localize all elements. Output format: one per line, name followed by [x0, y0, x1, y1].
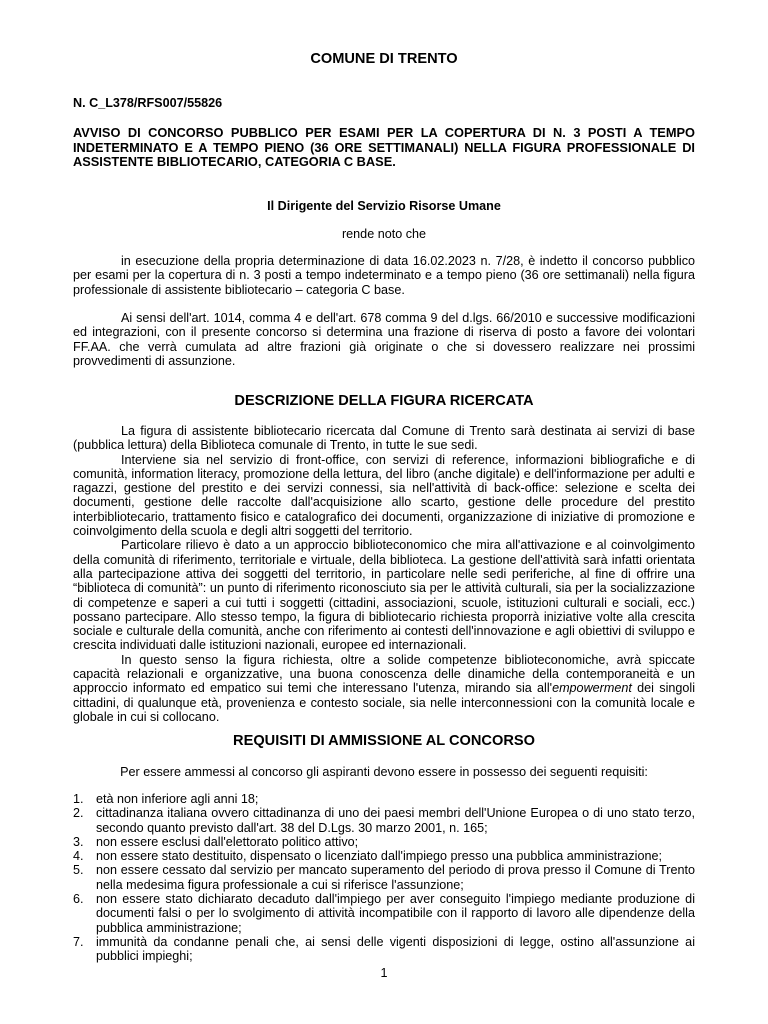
page-title: COMUNE DI TRENTO [310, 51, 458, 67]
rende-noto-line: rende noto che [341, 227, 427, 241]
list-item-number: 7. [73, 934, 84, 949]
list-item-number: 6. [73, 892, 84, 907]
list-item [73, 892, 695, 935]
empowerment-term: empowerment [552, 681, 632, 696]
list-item [73, 935, 695, 964]
list-item-text: immunità da condanne penali che, ai sensi delle vigenti disposizioni di legge, ostino all'assunzione ai pubblici impieghi; [96, 934, 695, 964]
descrizione-paragraph-1: La figura di assistente bibliotecario ricercata dal Comune di Trento sarà destinata ai servizi di base (pubblica lettura) della Biblioteca comunale di Trento, in tutte le sue sedi. [73, 424, 695, 453]
requisiti-list [73, 792, 695, 964]
list-item-text: non essere esclusi dall'elettorato politico attivo; [96, 834, 359, 849]
descrizione-p4-after: dei singoli cittadini, di qualunque età, provenienza e contesto sociale, sia nelle interconnessioni con la comunità locale e globale in cui si collocano. [73, 681, 695, 724]
list-item-number: 1. [73, 792, 84, 806]
descrizione-paragraph-3: Particolare rilievo è dato a un approccio biblioteconomico che mira all'attivazione e al coinvolgimento della comunità di riferimento, territoriale e virtuale, della biblioteca. La gestione dell'attività sarà infatti orientata alla partecipazione attiva dei soggetti del territorio, in particolare nelle sedi periferiche, al fine di offrire una “biblioteca di comunità”: un punto di riferimento riconosciuto sia per le attività culturali, sia per la socializzazione di competenze e saperi a cui tutti i soggetti (cittadini, associazioni, scuole, istituzioni culturali e sociali, ecc.) possano partecipare. Allo stesso tempo, la figura di bibliotecario richiesta proporrà iniziative volte alla crescita sociale e culturale della comunità, anche con riferimento ai contesti dell'innovazione e agli obiettivi di sviluppo e crescita individuati dalle istituzioni nazionali, europee ed internazionali. [73, 538, 695, 653]
list-item-number: 4. [73, 849, 84, 864]
list-item [73, 849, 695, 863]
list-item-number: 3. [73, 834, 84, 849]
list-item [73, 806, 695, 835]
requisiti-intro: Per essere ammessi al concorso gli aspiranti devono essere in possesso dei seguenti requisiti: [120, 765, 648, 779]
reference-number: N. C_L378/RFS007/55826 [73, 96, 223, 110]
descrizione-paragraph-4 [73, 653, 695, 724]
list-item-text: età non inferiore agli anni 18; [96, 792, 259, 806]
intro-paragraph-1: in esecuzione della propria determinazione di data 16.02.2023 n. 7/28, è indetto il concorso pubblico per esami per la copertura di n. 3 posti a tempo indeterminato e a tempo pieno (36 ore settimanali) nella figura professionale di assistente bibliotecario – categoria C base. [73, 254, 695, 297]
list-item-number: 2. [73, 806, 84, 821]
issuer-line: Il Dirigente del Servizio Risorse Umane [267, 199, 501, 213]
section-heading-requisiti: REQUISITI DI AMMISSIONE AL CONCORSO [233, 733, 535, 749]
list-item [73, 835, 695, 849]
list-item-text: non essere cessato dal servizio per mancato superamento del periodo di prova presso il Comune di Trento nella medesima figura professionale a cui si riferisce l'assunzione; [96, 863, 695, 892]
descrizione-p4-before: In questo senso la figura richiesta, oltre a solide competenze biblioteconomiche, avrà spiccate capacità relazionali e organizzative, una buona conoscenza delle dinamiche della contemporaneità e un approccio informato ed empatico sui temi che interessano l'utenza, mirando sia all' [73, 652, 695, 696]
list-item-text: cittadinanza italiana ovvero cittadinanza di uno dei paesi membri dell'Unione Europea o di uno stato terzo, secondo quanto previsto dall'art. 38 del D.Lgs. 30 marzo 2001, n. 165; [96, 806, 695, 835]
list-item [73, 792, 695, 806]
list-item-text: non essere stato dichiarato decaduto dall'impiego per aver conseguito l'impiego mediante produzione di documenti falsi o per lo svolgimento di attività incompatibile con il rapporto di lavoro alle dipendenze della pubblica amministrazione; [96, 892, 695, 935]
intro-paragraph-2: Ai sensi dell'art. 1014, comma 4 e dell'art. 678 comma 9 del d.lgs. 66/2010 e successive modificazioni ed integrazioni, con il presente concorso si determina una frazione di riserva di posto a favore dei volontari FF.AA. che verrà cumulata ad altre frazioni già originate o che si dovessero realizzare nei prossimi provvedimenti di assunzione. [73, 311, 695, 368]
page-number: 1 [380, 966, 388, 980]
descrizione-paragraph-2: Interviene sia nel servizio di front-office, con servizi di reference, informazioni bibliografiche e di comunità, information literacy, promozione della lettura, del libro (anche digitale) e dell'informazione per adulti e ragazzi, gestione del prestito e dei servizi connessi, sia nell'attività di back-office: selezione e scelta dei documenti, gestione delle raccolte dall'acquisizione allo scarto, gestione delle procedure del prestito interbibliotecario, trattamento fisico e catalografico dei documenti, organizzazione di iniziative di promozione e coinvolgimento della scuola e degli altri soggetti del territorio. [73, 452, 695, 539]
notice-subject: AVVISO DI CONCORSO PUBBLICO PER ESAMI PER LA COPERTURA DI N. 3 POSTI A TEMPO INDETERMINATO E A TEMPO PIENO (36 ORE SETTIMANALI) NELLA FIGURA PROFESSIONALE DI ASSISTENTE BIBLIOTECARIO, CATEGORIA C BASE. [73, 125, 695, 170]
list-item-text: non essere stato destituito, dispensato o licenziato dall'impiego presso una pubblica amministrazione; [96, 849, 662, 864]
section-heading-descrizione: DESCRIZIONE DELLA FIGURA RICERCATA [234, 393, 534, 409]
list-item [73, 863, 695, 892]
list-item-number: 5. [73, 863, 84, 878]
descrizione-section [73, 424, 695, 724]
